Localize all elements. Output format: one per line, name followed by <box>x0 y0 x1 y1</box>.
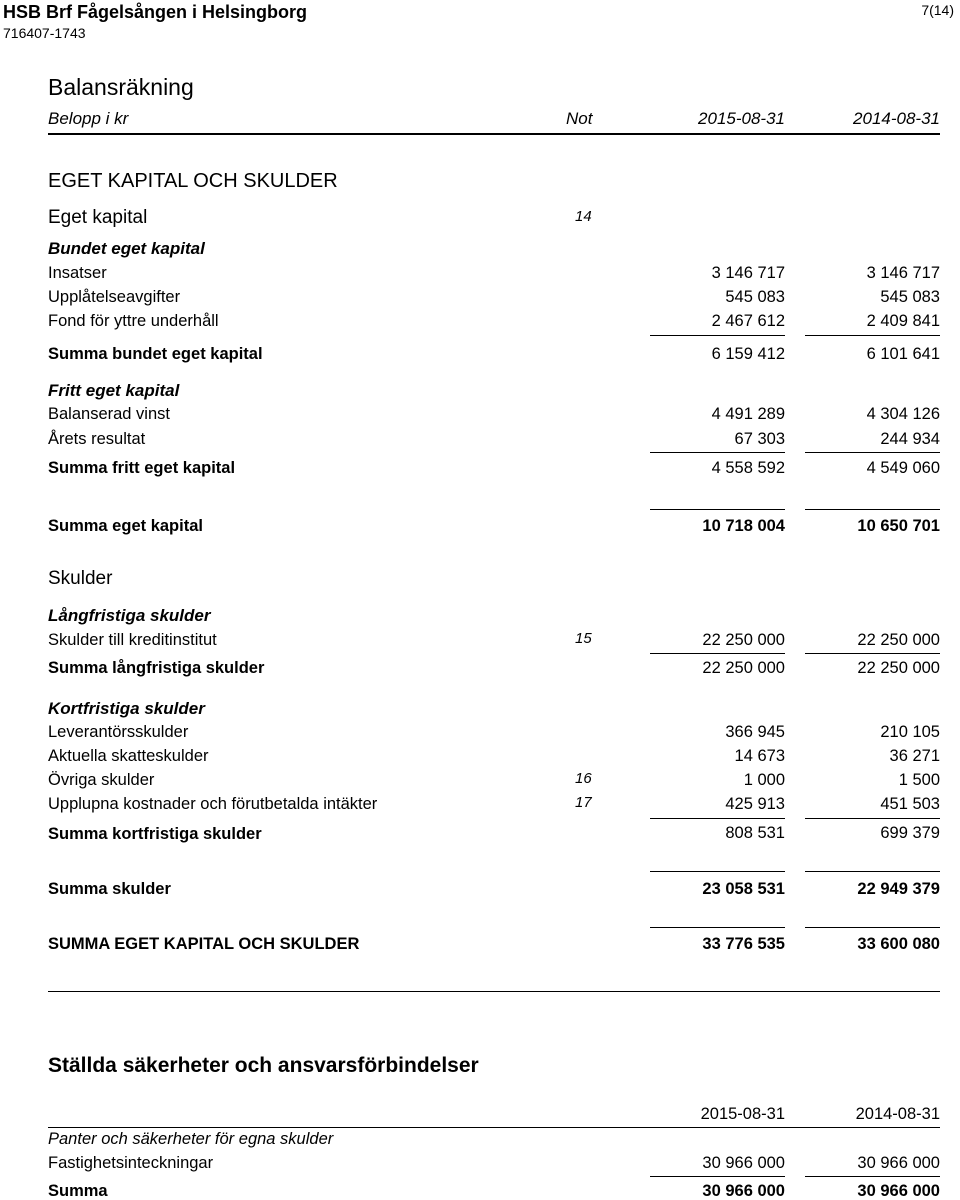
subtotal-rule <box>805 818 940 819</box>
sum-label-short-term: Summa kortfristiga skulder <box>48 825 262 843</box>
row-value-2015: 545 083 <box>725 288 785 306</box>
subtotal-rule <box>805 653 940 654</box>
row-note: 15 <box>575 630 592 647</box>
row-value-2014: 3 146 717 <box>866 264 940 282</box>
row-label-upplatelseavgifter: Upplåtelseavgifter <box>48 288 181 306</box>
pledged-sum-value-2015: 30 966 000 <box>702 1182 785 1200</box>
section-divider <box>48 991 940 992</box>
organization-number: 716407-1743 <box>3 25 86 41</box>
row-label-ovriga-skulder: Övriga skulder <box>48 771 155 789</box>
total-value-2014: 22 949 379 <box>857 880 940 898</box>
pledged-header-rule <box>48 1127 940 1128</box>
sum-value-2015: 6 159 412 <box>711 345 785 363</box>
sum-label-free-equity: Summa fritt eget kapital <box>48 459 236 477</box>
total-value-2015: 10 718 004 <box>702 517 785 535</box>
total-rule <box>650 871 785 872</box>
section-heading-equity-liabilities: EGET KAPITAL OCH SKULDER <box>48 170 338 192</box>
total-rule <box>805 871 940 872</box>
sum-value-2014: 6 101 641 <box>866 345 940 363</box>
row-label-fond-yttre-underhall: Fond för yttre underhåll <box>48 312 219 330</box>
row-note: 16 <box>575 770 592 787</box>
page-number: 7(14) <box>921 2 954 18</box>
long-term-heading: Långfristiga skulder <box>48 606 211 625</box>
pledged-sum-value-2014: 30 966 000 <box>857 1182 940 1200</box>
grand-total-rule <box>805 927 940 928</box>
row-value-2014: 22 250 000 <box>857 631 940 649</box>
column-header-2015: 2015-08-31 <box>698 109 785 128</box>
grand-total-value-2014: 33 600 080 <box>857 935 940 953</box>
row-value-2015: 4 491 289 <box>711 405 785 423</box>
subtotal-rule <box>805 335 940 336</box>
subtotal-rule <box>650 818 785 819</box>
restricted-equity-heading: Bundet eget kapital <box>48 239 205 258</box>
subtotal-rule <box>650 1176 785 1177</box>
total-rule <box>650 509 785 510</box>
row-value-2014: 545 083 <box>880 288 940 306</box>
subtotal-rule <box>805 1176 940 1177</box>
pledged-subheading: Panter och säkerheter för egna skulder <box>48 1130 334 1148</box>
total-value-2014: 10 650 701 <box>857 517 940 535</box>
grand-total-label: SUMMA EGET KAPITAL OCH SKULDER <box>48 935 360 953</box>
row-value-2014: 36 271 <box>889 747 940 765</box>
grand-total-value-2015: 33 776 535 <box>702 935 785 953</box>
sum-value-2015: 808 531 <box>725 824 785 842</box>
subtotal-rule <box>650 452 785 453</box>
pledged-assets-title: Ställda säkerheter och ansvarsförbindelser <box>48 1054 479 1077</box>
equity-heading: Eget kapital <box>48 207 148 228</box>
row-value-2014: 210 105 <box>880 723 940 741</box>
sum-value-2014: 22 250 000 <box>857 659 940 677</box>
total-value-2015: 23 058 531 <box>702 880 785 898</box>
row-value-2014: 1 500 <box>898 771 940 789</box>
column-header-note: Not <box>566 109 593 128</box>
row-label-arets-resultat: Årets resultat <box>48 430 146 448</box>
row-note: 17 <box>575 794 592 811</box>
row-value-2015: 2 467 612 <box>711 312 785 330</box>
row-label-fastighetsinteckningar: Fastighetsinteckningar <box>48 1154 214 1172</box>
row-value-2015: 1 000 <box>743 771 785 789</box>
grand-total-rule <box>650 927 785 928</box>
row-value-2015: 425 913 <box>725 795 785 813</box>
sum-value-2014: 699 379 <box>880 824 940 842</box>
page-title: Balansräkning <box>48 74 194 100</box>
subtotal-rule <box>650 653 785 654</box>
pledged-column-header-2014: 2014-08-31 <box>855 1105 940 1123</box>
row-value-2014: 4 304 126 <box>866 405 940 423</box>
total-label-equity: Summa eget kapital <box>48 517 203 535</box>
sum-value-2014: 4 549 060 <box>866 459 940 477</box>
row-label-kreditinstitut: Skulder till kreditinstitut <box>48 631 217 649</box>
row-value-2014: 30 966 000 <box>857 1154 940 1172</box>
row-value-2015: 366 945 <box>725 723 785 741</box>
row-label-skatteskulder: Aktuella skatteskulder <box>48 747 209 765</box>
row-label-insatser: Insatser <box>48 264 107 282</box>
sum-value-2015: 22 250 000 <box>702 659 785 677</box>
subtotal-rule <box>650 335 785 336</box>
row-label-leverantorsskulder: Leverantörsskulder <box>48 723 189 741</box>
organization-name: HSB Brf Fågelsången i Helsingborg <box>3 2 308 22</box>
sum-label-long-term: Summa långfristiga skulder <box>48 659 265 677</box>
header-rule <box>48 133 940 135</box>
liabilities-heading: Skulder <box>48 568 113 589</box>
pledged-column-header-2015: 2015-08-31 <box>700 1105 785 1123</box>
column-header-2014: 2014-08-31 <box>853 109 940 128</box>
row-value-2014: 2 409 841 <box>866 312 940 330</box>
row-value-2014: 244 934 <box>880 430 940 448</box>
row-value-2015: 22 250 000 <box>702 631 785 649</box>
sum-value-2015: 4 558 592 <box>711 459 785 477</box>
row-value-2014: 451 503 <box>880 795 940 813</box>
equity-note: 14 <box>575 208 592 225</box>
column-header-amount: Belopp i kr <box>48 109 129 128</box>
row-value-2015: 30 966 000 <box>702 1154 785 1172</box>
short-term-heading: Kortfristiga skulder <box>48 699 205 718</box>
pledged-sum-label: Summa <box>48 1182 108 1200</box>
free-equity-heading: Fritt eget kapital <box>48 381 180 400</box>
sum-label-restricted-equity: Summa bundet eget kapital <box>48 345 263 363</box>
total-label-liabilities: Summa skulder <box>48 880 171 898</box>
row-value-2015: 67 303 <box>734 430 785 448</box>
row-label-balanserad-vinst: Balanserad vinst <box>48 405 170 423</box>
row-value-2015: 14 673 <box>734 747 785 765</box>
subtotal-rule <box>805 452 940 453</box>
total-rule <box>805 509 940 510</box>
row-value-2015: 3 146 717 <box>711 264 785 282</box>
row-label-upplupna-kostnader: Upplupna kostnader och förutbetalda intäkter <box>48 795 378 813</box>
